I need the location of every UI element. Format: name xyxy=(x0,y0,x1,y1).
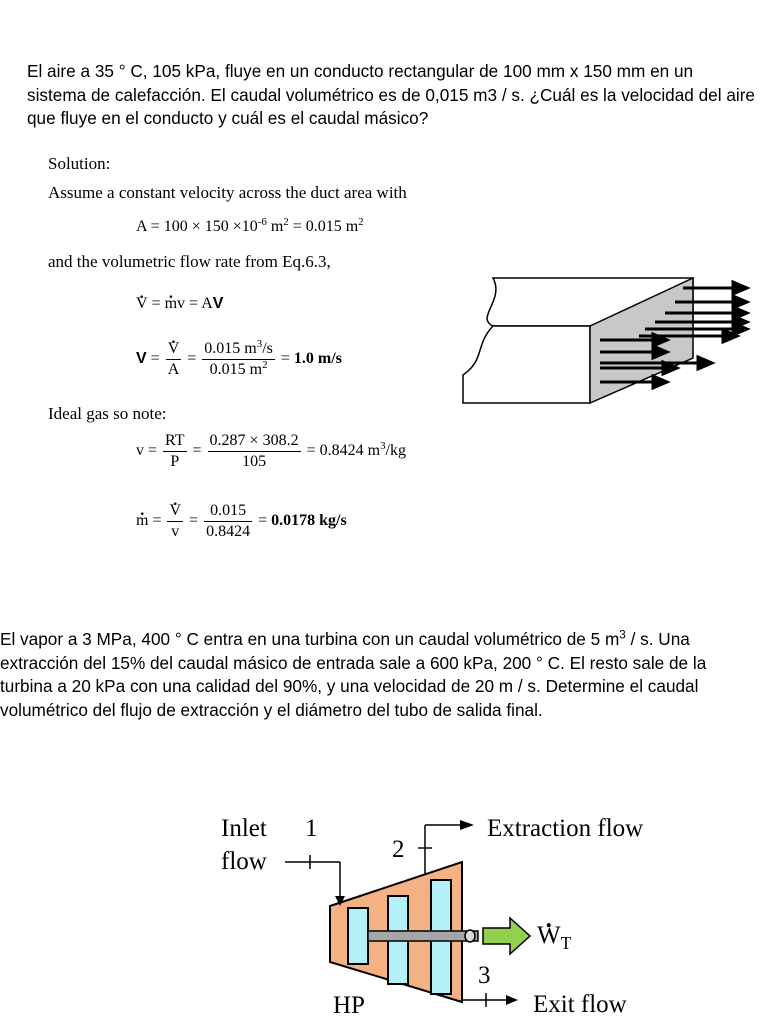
inlet-label-line1: Inlet xyxy=(221,815,267,842)
hp-stage-label: HP xyxy=(333,992,365,1019)
problem-1-statement: El aire a 35 ° C, 105 kPa, fluye en un conducto rectangular de 100 mm x 150 mm en un sistema de calefacción. El caudal volumétrico es de 0,015 m3 / s. ¿Cuál es la velocidad del aire que fluye en el conducto y cuál es el caudal másico? xyxy=(27,61,755,128)
state-3-label: 3 xyxy=(478,962,491,989)
duct-side-face xyxy=(463,326,590,403)
state-1-label: 1 xyxy=(305,815,318,842)
turbine-shaft xyxy=(368,931,478,941)
shaft-end xyxy=(465,930,475,942)
equation-area: $A = 100 \times 150 \times 10^{-6}$ $m^2 = 0.015$ $m^2$ xyxy=(136,216,364,235)
equation-velocity: V = . $\frac{V}{A}$ = $\frac{0.015 m^3/s}{0.015 m^2}$ = 1.0 m/s xyxy=(136,340,342,379)
inlet-label-line2: flow xyxy=(221,848,267,875)
work-label: . $W_T$ xyxy=(537,922,571,954)
equation-specific-volume: v = $\frac{RT}{P}$ = $\frac{0.287 \times 308.2}{105}$ = 0.8424 $m^3/kg$ xyxy=(136,432,406,470)
solution-heading: Solution: xyxy=(48,154,111,173)
solution-assumption: Assume a constant velocity across the duct area with xyxy=(48,183,407,202)
equation-mass-flow: . m = . $\frac{V}{v}$ = $\frac{0.015}{0.8424}$ = 0.0178 kg/s xyxy=(136,502,347,541)
duct-diagram xyxy=(455,270,755,410)
problem-2-statement: El vapor a 3 MPa, 400 ° C entra en una turbina con un caudal volumétrico de 5 $m^3$ / s. Una extracción del 15% del caudal másico de entrada sale a 600 kPa, 200 ° C. El resto sale de la turbina a 20 kPa con una calidad del 90%, y una velocidad de 20 m / s. Determine el caudal volumétrico del flujo de extracción y el diámetro del tubo de salida final. xyxy=(0,628,707,720)
equation-volumetric-flow: . V = . mv = AV xyxy=(136,295,223,313)
extraction-flow-label: Extraction flow xyxy=(487,815,644,842)
turbine-blade-1 xyxy=(348,908,368,964)
state-2-label: 2 xyxy=(392,836,405,863)
flow-rate-intro: and the volumetric flow rate from Eq.6.3, xyxy=(48,252,331,271)
ideal-gas-note: Ideal gas so note: xyxy=(48,404,167,423)
exit-flow-label: Exit flow xyxy=(533,991,627,1018)
work-output-arrow xyxy=(483,918,530,954)
